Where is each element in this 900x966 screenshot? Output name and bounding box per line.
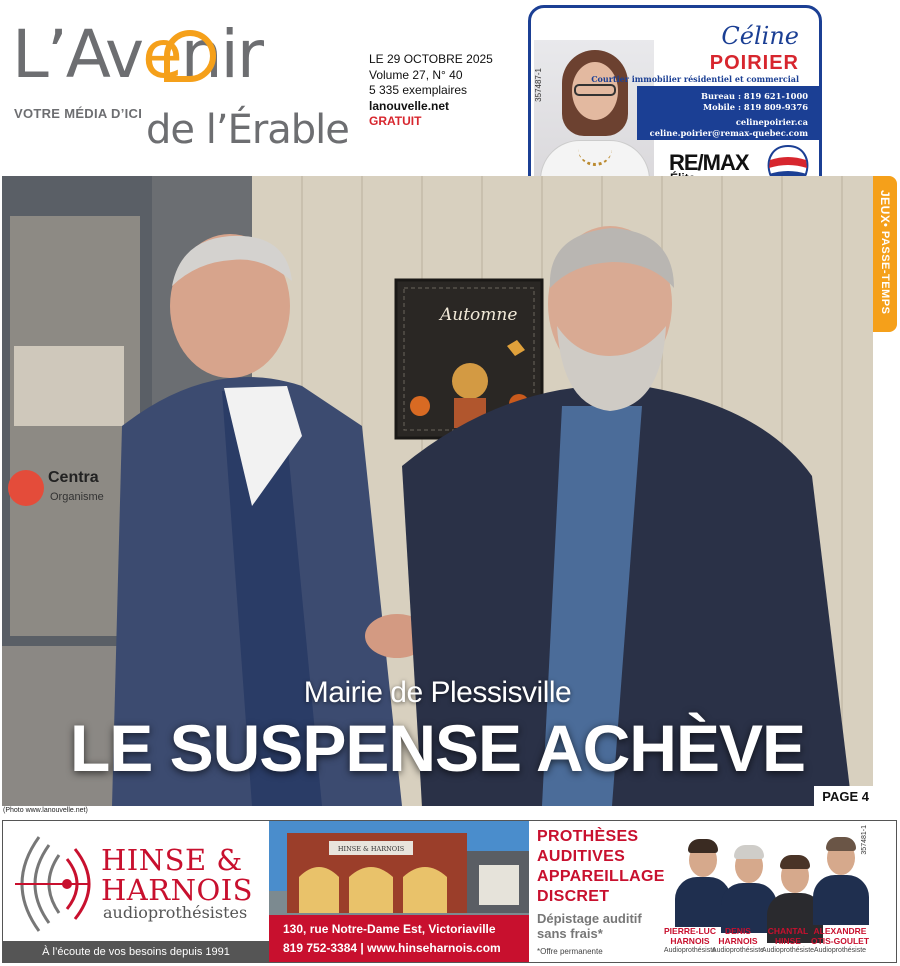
sound-wave-icon: [9, 829, 105, 939]
ad-code: 357487-1: [534, 68, 543, 102]
pitch-line: DISCRET: [537, 888, 610, 905]
logo-subtitle: de l’Érable: [146, 107, 349, 153]
issue-website-link[interactable]: lanouvelle.net: [369, 98, 450, 113]
pitch-line: PROTHÈSES: [537, 828, 639, 845]
staff-hair: [780, 855, 810, 869]
cover-headline[interactable]: LE SUSPENSE ACHÈVE: [69, 711, 806, 785]
issue-volume: Volume 27, N° 40: [369, 67, 463, 82]
agent-role: Courtier immobilier résidentiel et commercial: [591, 74, 799, 84]
hh-contact: [269, 915, 529, 963]
staff-first: PIERRE-LUC: [664, 926, 716, 936]
staff-hair: [826, 837, 856, 851]
issue-info: [369, 52, 493, 130]
hinse-harnois-ad[interactable]: [2, 820, 897, 963]
staff-last: HARNOIS: [718, 935, 758, 946]
photo-credit: (Photo www.lanouvelle.net): [3, 807, 88, 814]
cover-photo: [2, 176, 873, 806]
staff-last: HARNOIS: [670, 935, 710, 946]
issue-price: GRATUIT: [369, 114, 422, 128]
issue-copies: 5 335 exemplaires: [369, 83, 468, 97]
staff-last: OTIS-GOULET: [810, 935, 870, 946]
staff-role: Audioprothésiste: [761, 947, 815, 954]
staff-hair: [734, 845, 764, 859]
games-tab[interactable]: [873, 176, 897, 332]
hh-address: 130, rue Notre-Dame Est, Victoriaville: [283, 922, 496, 936]
logo-title-part2: nir: [180, 16, 263, 93]
pitch-line: AUDITIVES: [537, 848, 626, 865]
games-tab-label: JEUX: [878, 190, 892, 224]
hh-brand-line2: HARNOIS: [101, 873, 254, 907]
sign-text: Automne: [440, 305, 518, 325]
contact-band: [637, 86, 822, 140]
staff-last: HINSE: [775, 935, 801, 946]
staff-role: Audioprothésiste: [813, 947, 867, 954]
logo-title: [12, 16, 263, 93]
office-phone[interactable]: Bureau : 819 621-1000: [700, 91, 808, 101]
wall-logo-sub: Organisme: [50, 491, 104, 503]
staff-photo: [811, 829, 871, 925]
staff-torso: [813, 875, 869, 925]
shop-sign-text: HINSE & HARNOIS: [337, 845, 405, 853]
games-tab-sub: • PASSE-TEMPS: [879, 223, 891, 315]
logo-tagline: VOTRE MÉDIA D’ICI: [14, 106, 143, 121]
staff-role: Audioprothésiste: [711, 947, 765, 954]
page-reference[interactable]: PAGE 4: [814, 786, 873, 806]
hh-pitch: [537, 827, 677, 907]
hh-offer-note: *Offre permanente: [537, 947, 603, 956]
staff-first: ALEXANDRE: [813, 926, 867, 936]
hh-phone-web: [283, 939, 529, 958]
storefront-illustration: [269, 821, 529, 917]
staff-role: Audioprothésiste: [663, 947, 717, 954]
masthead: [0, 0, 520, 170]
agent-last-name: POIRIER: [709, 52, 799, 74]
hh-slogan: À l’écoute de vos besoins depuis 1991: [3, 941, 269, 963]
hh-brand-name: [101, 845, 253, 905]
logo-title-part1: L’Av: [12, 16, 143, 93]
agent-website-link[interactable]: celinepoirier.ca: [735, 117, 808, 128]
mobile-phone[interactable]: Mobile : 819 809-9376: [702, 101, 808, 112]
free-line1: Dépistage auditif: [537, 911, 642, 926]
hh-website-link[interactable]: www.hinseharnois.com: [367, 941, 501, 955]
hh-subtitle: audioprothésistes: [103, 903, 248, 922]
staff-hair: [688, 839, 718, 853]
remax-logo: RE/MAX: [669, 150, 749, 175]
hh-phone[interactable]: 819 752-3384: [283, 941, 358, 955]
issue-date: LE 29 OCTOBRE 2025: [369, 52, 493, 66]
glasses-icon: [574, 84, 616, 96]
ad-code: 357481-1: [861, 825, 868, 855]
staff-first: CHANTAL: [767, 926, 809, 936]
staff-label: [805, 927, 875, 956]
staff-first: DENIS: [725, 926, 751, 936]
speech-bubble-icon: [164, 30, 216, 82]
hh-free-screening: [537, 911, 642, 941]
separator: |: [360, 941, 368, 955]
headline-kicker: Mairie de Plessisville: [303, 676, 572, 709]
pitch-line: APPAREILLAGE: [537, 868, 665, 885]
hh-brand-line1: HINSE &: [101, 843, 243, 877]
logo-title-accent: e: [142, 16, 181, 93]
agent-first-name: Céline: [721, 22, 799, 50]
hh-logo: [3, 821, 269, 943]
free-line2: sans frais*: [537, 926, 603, 941]
agent-email-link[interactable]: celine.poirier@remax-quebec.com: [649, 127, 808, 138]
wall-logo-text: Centra: [48, 469, 99, 486]
